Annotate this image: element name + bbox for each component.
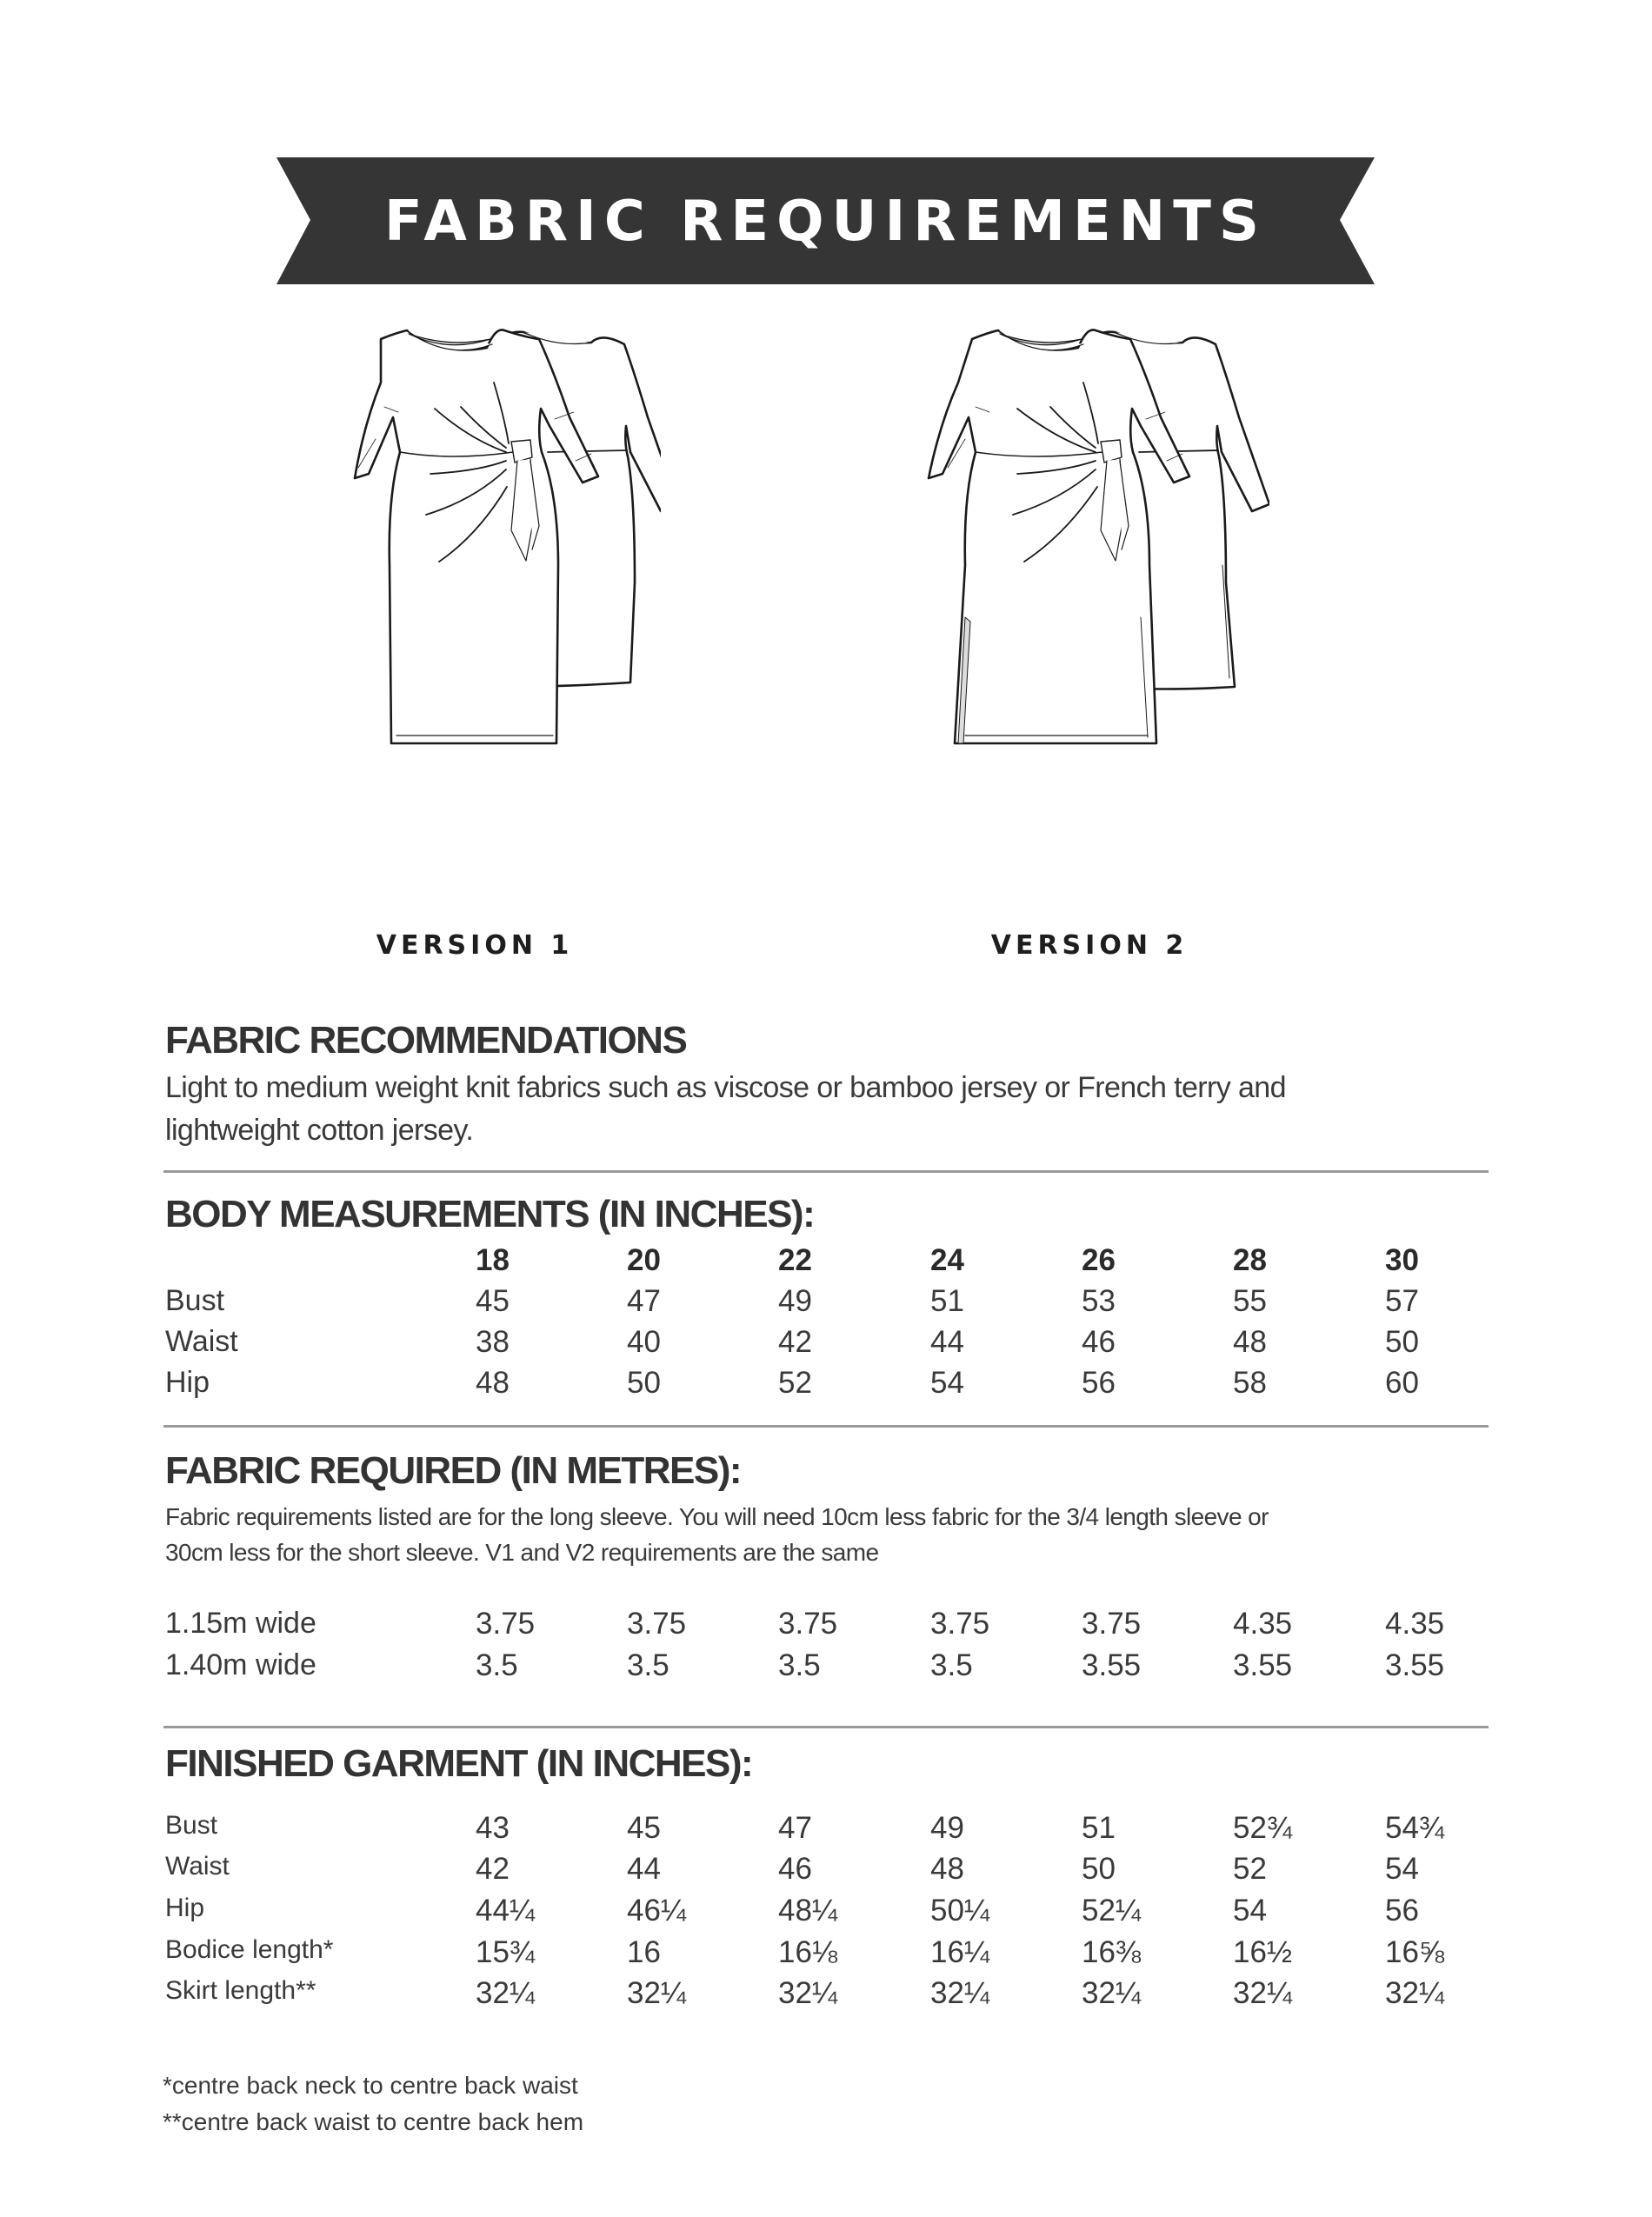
table-cell: 32¼ (476, 1976, 536, 2010)
fabric-recommendations-line-1: Light to medium weight knit fabrics such as viscose or bamboo jersey or French terry and (165, 1071, 1286, 1104)
table-cell: 32¼ (930, 1976, 990, 2010)
row-label: Waist (165, 1325, 238, 1358)
table-cell: 44 (627, 1852, 661, 1886)
finished-row-waist (0, 1852, 1652, 1894)
table-cell: 15¾ (476, 1935, 536, 1969)
table-cell: 32¼ (627, 1976, 687, 2010)
page-title: FABRIC REQUIREMENTS (384, 190, 1267, 254)
body-measurement-row-bust (0, 1284, 1652, 1326)
table-cell: 54¾ (1385, 1811, 1445, 1845)
row-label: 1.15m wide (165, 1607, 316, 1640)
size-header: 20 (627, 1243, 661, 1277)
footnote-skirt: **centre back waist to centre back hem (163, 2108, 584, 2135)
section-divider (163, 1726, 1489, 1728)
table-cell: 32¼ (1082, 1976, 1142, 2010)
table-cell: 3.55 (1385, 1648, 1445, 1682)
table-cell: 3.75 (476, 1607, 536, 1641)
finished-row-skirt-length (0, 1976, 1652, 2018)
table-cell: 3.55 (1233, 1648, 1293, 1682)
fabric-required-note-line-2: 30cm less for the short sleeve. V1 and V2 requirements are the same (165, 1539, 879, 1566)
table-cell: 51 (1082, 1811, 1116, 1845)
row-label: 1.40m wide (165, 1648, 316, 1681)
size-header: 30 (1385, 1243, 1419, 1277)
dress-illustration-version-2 (878, 322, 1269, 756)
finished-garment-heading: FINISHED GARMENT (IN INCHES): (165, 1742, 753, 1785)
footnote-bodice: *centre back neck to centre back waist (163, 2072, 578, 2099)
table-cell: 4.35 (1385, 1607, 1445, 1641)
version-2-label: VERSION 2 (990, 930, 1189, 961)
table-cell: 42 (476, 1852, 510, 1886)
body-measurement-row-hip (0, 1366, 1652, 1408)
table-cell: 58 (1233, 1366, 1267, 1400)
table-cell: 48 (930, 1852, 964, 1886)
table-cell: 32¼ (1233, 1976, 1293, 2010)
row-label: Bodice length* (165, 1935, 334, 1964)
row-label: Waist (165, 1852, 230, 1881)
table-cell: 50 (627, 1366, 661, 1400)
table-cell: 52 (1233, 1852, 1267, 1886)
table-cell: 32¼ (1385, 1976, 1445, 2010)
fabric-required-note-line-1: Fabric requirements listed are for the long sleeve. You will need 10cm less fabric for the 3/4 length sleeve or (165, 1503, 1269, 1530)
table-cell: 3.5 (778, 1648, 821, 1682)
table-cell: 16⅜ (1082, 1935, 1142, 1969)
table-cell: 3.55 (1082, 1648, 1142, 1682)
finished-row-hip (0, 1894, 1652, 1935)
table-cell: 60 (1385, 1366, 1419, 1400)
size-header: 18 (476, 1243, 510, 1277)
table-cell: 42 (778, 1325, 812, 1359)
table-cell: 16⅛ (778, 1935, 838, 1969)
table-cell: 46¼ (627, 1894, 687, 1927)
table-cell: 47 (778, 1811, 812, 1845)
fabric-row-140 (0, 1648, 1652, 1690)
table-cell: 55 (1233, 1284, 1267, 1318)
table-cell: 44¼ (476, 1894, 536, 1927)
size-header: 24 (930, 1243, 964, 1277)
table-cell: 3.75 (627, 1607, 687, 1641)
fabric-recommendations-line-2: lightweight cotton jersey. (165, 1114, 474, 1147)
table-cell: 3.75 (930, 1607, 990, 1641)
fabric-recommendations-heading: FABRIC RECOMMENDATIONS (165, 1019, 687, 1062)
table-cell: 48¼ (778, 1894, 838, 1927)
table-cell: 3.5 (476, 1648, 518, 1682)
table-cell: 43 (476, 1811, 510, 1845)
table-cell: 56 (1385, 1894, 1419, 1927)
table-cell: 3.75 (778, 1607, 838, 1641)
table-cell: 4.35 (1233, 1607, 1293, 1641)
table-cell: 3.75 (1082, 1607, 1142, 1641)
fabric-required-heading: FABRIC REQUIRED (IN METRES): (165, 1449, 741, 1492)
table-cell: 16⅝ (1385, 1935, 1445, 1969)
finished-row-bodice-length (0, 1935, 1652, 1977)
dress-illustration-version-1 (278, 322, 661, 756)
row-label: Hip (165, 1366, 210, 1399)
table-cell: 46 (778, 1852, 812, 1886)
table-cell: 54 (1233, 1894, 1267, 1927)
table-cell: 52 (778, 1366, 812, 1400)
row-label: Bust (165, 1284, 225, 1317)
table-cell: 53 (1082, 1284, 1116, 1318)
body-measurements-heading: BODY MEASUREMENTS (IN INCHES): (165, 1193, 815, 1235)
table-cell: 16 (627, 1935, 661, 1969)
fabric-row-115 (0, 1607, 1652, 1648)
version-1-label: VERSION 1 (376, 930, 574, 961)
table-cell: 48 (476, 1366, 510, 1400)
table-cell: 32¼ (778, 1976, 838, 2010)
table-cell: 45 (627, 1811, 661, 1845)
table-cell: 54 (1385, 1852, 1419, 1886)
table-cell: 38 (476, 1325, 510, 1359)
table-cell: 52¾ (1233, 1811, 1293, 1845)
table-cell: 3.5 (627, 1648, 669, 1682)
size-header: 28 (1233, 1243, 1267, 1277)
table-cell: 56 (1082, 1366, 1116, 1400)
table-cell: 47 (627, 1284, 661, 1318)
table-cell: 44 (930, 1325, 964, 1359)
table-cell: 48 (1233, 1325, 1267, 1359)
table-cell: 54 (930, 1366, 964, 1400)
title-banner (276, 157, 1375, 284)
section-divider (163, 1170, 1489, 1173)
finished-row-bust (0, 1811, 1652, 1853)
table-cell: 57 (1385, 1284, 1419, 1318)
size-header-row (0, 1243, 1652, 1285)
table-cell: 45 (476, 1284, 510, 1318)
size-header: 22 (778, 1243, 812, 1277)
row-label: Bust (165, 1811, 218, 1840)
table-cell: 52¼ (1082, 1894, 1142, 1927)
table-cell: 49 (930, 1811, 964, 1845)
table-cell: 50 (1385, 1325, 1419, 1359)
table-cell: 16¼ (930, 1935, 990, 1969)
table-cell: 51 (930, 1284, 964, 1318)
table-cell: 50¼ (930, 1894, 990, 1927)
section-divider (163, 1425, 1489, 1428)
size-header: 26 (1082, 1243, 1116, 1277)
table-cell: 46 (1082, 1325, 1116, 1359)
table-cell: 49 (778, 1284, 812, 1318)
row-label: Hip (165, 1894, 205, 1922)
table-cell: 3.5 (930, 1648, 973, 1682)
row-label: Skirt length** (165, 1976, 316, 2005)
body-measurement-row-waist (0, 1325, 1652, 1367)
table-cell: 40 (627, 1325, 661, 1359)
table-cell: 16½ (1233, 1935, 1293, 1969)
table-cell: 50 (1082, 1852, 1116, 1886)
